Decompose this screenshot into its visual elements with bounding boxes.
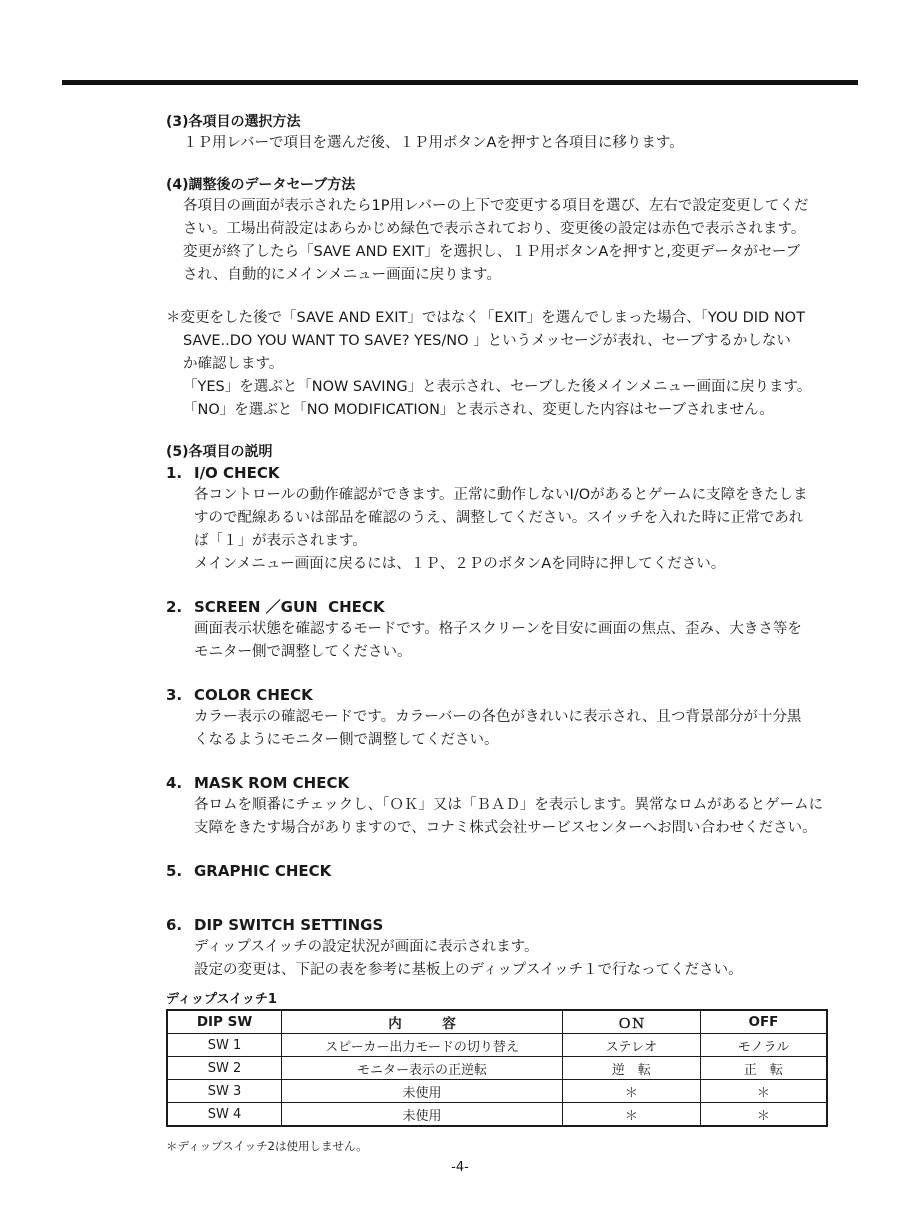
item-number: 2. <box>166 598 183 616</box>
paragraph-line: １Ｐ用レバーで項目を選んだ後、１Ｐ用ボタンAを押すと各項目に移ります。 <box>183 135 684 151</box>
table-row <box>167 1057 827 1080</box>
note-line: ＊変更をした後で「SAVE AND EXIT」ではなく「EXIT」を選んでしまった場合、「YOU DID NOT <box>166 310 805 326</box>
item-line: カラー表示の確認モードです。カラーバーの各色がきれいに表示され、且つ背景部分が十分黒 <box>194 709 802 725</box>
item-heading <box>166 914 856 936</box>
cell-content: 未使用 <box>282 1103 563 1127</box>
paragraph-line: さい。工場出荷設定はあらかじめ緑色で表示されており、変更後の設定は赤色で表示されます。 <box>183 221 806 237</box>
item-heading <box>166 860 856 882</box>
cell-off: モノラル <box>700 1034 827 1057</box>
header-on: ＯＮ <box>562 1010 700 1034</box>
paragraph-line: され、自動的にメインメニュー画面に戻ります。 <box>183 267 501 283</box>
item-number: 5. <box>166 862 183 880</box>
item-title: I/O CHECK <box>194 464 280 482</box>
item-line: メインメニュー画面に戻るには、１Ｐ、２ＰのボタンAを同時に押してください。 <box>194 556 726 572</box>
cell-off: ＊ <box>700 1103 827 1127</box>
item-line: 各コントロールの動作確認ができます。正常に動作しないI/Oがあるとゲームに支障をきたしま <box>194 487 808 503</box>
item-line: ば「１」が表示されます。 <box>194 533 367 549</box>
dip-switch-table <box>166 1009 828 1127</box>
section-heading: (5)各項目の説明 <box>166 444 273 460</box>
dip-table-caption: ディップスイッチ1 <box>166 992 277 1007</box>
item-number: 6. <box>166 916 183 934</box>
cell-switch: SW 3 <box>167 1080 282 1103</box>
item-line: 画面表示状態を確認するモードです。格子スクリーンを目安に画面の焦点、歪み、大きさ等を <box>194 621 802 637</box>
item-line: すので配線あるいは部品を確認のうえ、調整してください。スイッチを入れた時に正常であれ <box>194 510 804 526</box>
header-dip-sw: DIP SW <box>167 1010 282 1034</box>
cell-content: スピーカー出力モードの切り替え <box>282 1034 563 1057</box>
header-off: OFF <box>700 1010 827 1034</box>
table-row <box>167 1080 827 1103</box>
page-body <box>166 112 856 982</box>
cell-content: モニター表示の正逆転 <box>282 1057 563 1080</box>
item-number: 1. <box>166 464 183 482</box>
note-line: SAVE..DO YOU WANT TO SAVE? YES/NO 」というメッセージが表れ、セーブするかしない <box>183 333 791 349</box>
item-heading <box>166 596 856 618</box>
item-title: MASK ROM CHECK <box>194 774 350 792</box>
cell-switch: SW 2 <box>167 1057 282 1080</box>
paragraph-line: 変更が終了したら「SAVE AND EXIT」を選択し、１Ｐ用ボタンAを押すと,変更データがセーブ <box>183 244 801 260</box>
item-line: 設定の変更は、下記の表を参考に基板上のディップスイッチ１で行なってください。 <box>194 962 743 978</box>
page-number: -4- <box>451 1160 469 1175</box>
cell-content: 未使用 <box>282 1080 563 1103</box>
cell-off: 正 転 <box>700 1057 827 1080</box>
table-row <box>167 1103 827 1127</box>
item-heading <box>166 772 856 794</box>
note-line: か確認します。 <box>183 356 284 372</box>
cell-on: ＊ <box>562 1103 700 1127</box>
item-line: くなるようにモニター側で調整してください。 <box>194 732 499 748</box>
item-line: 支障をきたす場合がありますので、コナミ株式会社サービスセンターへお問い合わせください。 <box>194 820 817 836</box>
section-heading: (4)調整後のデータセーブ方法 <box>166 177 356 193</box>
note-yes-line: 「YES」を選ぶと「NOW SAVING」と表示され、セーブした後メインメニュー画面に戻ります。 <box>183 379 812 395</box>
cell-on: ＊ <box>562 1080 700 1103</box>
item-title: SCREEN ／GUN CHECK <box>194 598 385 616</box>
cell-on: 逆 転 <box>562 1057 700 1080</box>
paragraph-line: 各項目の画面が表示されたら1P用レバーの上下で変更する項目を選び、左右で設定変更してくだ <box>183 198 809 214</box>
item-line: モニター側で調整してください。 <box>194 644 412 660</box>
item-title: GRAPHIC CHECK <box>194 862 332 880</box>
top-rule <box>62 80 858 85</box>
item-number: 4. <box>166 774 183 792</box>
table-row <box>167 1034 827 1057</box>
item-title: COLOR CHECK <box>194 686 313 704</box>
item-heading <box>166 684 856 706</box>
cell-switch: SW 1 <box>167 1034 282 1057</box>
item-title: DIP SWITCH SETTINGS <box>194 916 384 934</box>
table-header-row <box>167 1010 827 1034</box>
header-content: 内 容 <box>282 1010 563 1034</box>
note-no-line: 「NO」を選ぶと「NO MODIFICATION」と表示され、変更した内容はセーブされません。 <box>183 402 774 418</box>
cell-on: ステレオ <box>562 1034 700 1057</box>
item-line: 各ロムを順番にチェックし、「ＯＫ」又は「ＢＡＤ」を表示します。異常なロムがあるとゲームに <box>194 797 824 813</box>
item-line: ディップスイッチの設定状況が画面に表示されます。 <box>194 939 539 955</box>
cell-switch: SW 4 <box>167 1103 282 1127</box>
item-heading <box>166 462 856 484</box>
section-heading: (3)各項目の選択方法 <box>166 114 301 130</box>
cell-off: ＊ <box>700 1080 827 1103</box>
item-number: 3. <box>166 686 183 704</box>
table-footnote: ＊ディップスイッチ2は使用しません。 <box>166 1139 368 1153</box>
